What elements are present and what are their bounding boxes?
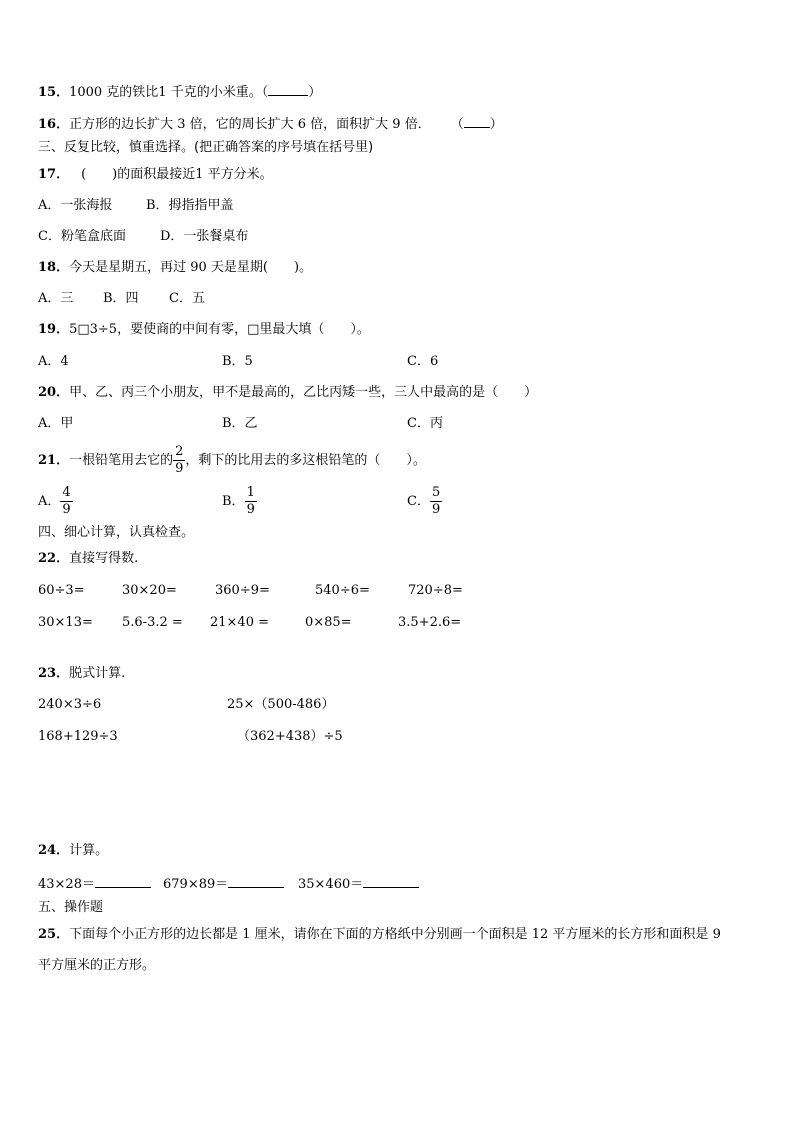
calc-item: 5.6-3.2 = (122, 615, 183, 630)
answer-blank[interactable] (363, 875, 419, 888)
calc-item: 360÷9= (215, 583, 270, 598)
calc-item: 43×28＝ (38, 875, 151, 893)
calc-item: 60÷3= (38, 583, 85, 598)
fraction: $\frac{1}{9}$ (246, 485, 255, 517)
question-text: 计算。 (69, 843, 109, 858)
question-number: 22． (38, 551, 70, 566)
answer-blank[interactable] (95, 875, 151, 888)
option-a[interactable]: A．4 (38, 354, 69, 369)
question-22 (38, 551, 138, 567)
question-17 (38, 167, 273, 183)
question-18 (38, 260, 312, 276)
calc-item: 30×13= (38, 615, 93, 630)
section-5-heading: 五、操作题 (38, 900, 104, 915)
calc-item: 679×89＝ (163, 875, 284, 893)
expression: 168+129÷3 (38, 729, 118, 744)
question-text: 正方形的边长扩大 3 倍，它的周长扩大 6 倍，面积扩大 9 倍． (69, 117, 431, 132)
fraction: $\frac{4}{9}$ (62, 485, 71, 517)
question-number: 25． (38, 927, 70, 942)
question-text: 脱式计算. (69, 666, 126, 681)
option-a[interactable]: A．一张海报 (38, 198, 113, 213)
question-15: 15．1000 克的铁比1 千克的小米重。（ ） (38, 85, 322, 100)
question-text: 甲、乙、丙三个小朋友，甲不是最高的，乙比丙矮一些，三人中最高的是（ ） (69, 385, 538, 400)
question-text: 今天是星期五，再过 90 天是星期( )。 (69, 260, 313, 275)
option-c[interactable]: C．五 (169, 291, 205, 306)
section-3-heading: 三、反复比较，慎重选择。(把正确答案的序号填在括号里) (38, 140, 374, 155)
question-number: 18． (38, 260, 70, 275)
option-b[interactable]: B．乙 (222, 416, 258, 431)
question-text: 5□3÷5，要使商的中间有零，□里最大填（ ）。 (69, 322, 370, 337)
question-number: 19． (38, 322, 70, 337)
calc-item: 30×20= (122, 583, 177, 598)
calc-item: 0×85= (305, 615, 352, 630)
option-a[interactable]: A．三 (38, 291, 74, 306)
option-b[interactable]: B． $\frac{1}{9}$ (222, 485, 255, 517)
option-a[interactable]: A． $\frac{4}{9}$ (38, 485, 71, 517)
question-number: 23． (38, 666, 70, 681)
question-number: 16． (38, 117, 70, 132)
answer-blank[interactable] (268, 83, 308, 96)
option-b[interactable]: B．5 (222, 354, 253, 369)
question-number: 15． (38, 85, 70, 100)
question-text: 一根铅笔用去它的 (69, 453, 174, 468)
option-c[interactable]: C．丙 (407, 416, 443, 431)
option-c[interactable]: C． $\frac{5}{9}$ (407, 485, 441, 517)
question-20 (38, 385, 537, 401)
option-d[interactable]: D．一张餐桌布 (160, 229, 249, 244)
calc-item: 35×460＝ (298, 875, 419, 893)
calc-item: 3.5+2.6= (398, 615, 462, 630)
question-text: 1000 克的铁比1 千克的小米重。（ (69, 85, 269, 100)
question-25 (38, 927, 721, 943)
question-text: 直接写得数. (69, 551, 139, 566)
option-c[interactable]: C．粉笔盒底面 (38, 229, 126, 244)
expression: （362+438）÷5 (237, 729, 343, 744)
calc-item: 720÷8= (408, 583, 463, 598)
answer-blank[interactable] (228, 875, 284, 888)
section-4-heading: 四、细心计算，认真检查。 (38, 525, 195, 540)
question-25-continued: 平方厘米的正方形。 (38, 958, 156, 973)
expression: 25×（500-486） (227, 697, 335, 712)
option-a[interactable]: A．甲 (38, 416, 74, 431)
question-23 (38, 666, 125, 682)
option-c[interactable]: C．6 (407, 354, 439, 369)
question-number: 20． (38, 385, 70, 400)
question-text: 下面每个小正方形的边长都是 1 厘米，请你在下面的方格纸中分别画一个面积是 12 平方厘米的长方形和面积是 9 (69, 927, 721, 942)
question-number: 17． (38, 167, 70, 182)
question-number: 21． (38, 453, 70, 468)
calc-item: 540÷6= (315, 583, 370, 598)
question-number: 24． (38, 843, 70, 858)
question-21 (38, 444, 426, 478)
answer-blank[interactable] (464, 115, 490, 128)
option-b[interactable]: B．四 (103, 291, 139, 306)
question-text: ，剩下的比用去的多这根铅笔的（ ）。 (185, 453, 426, 468)
question-24 (38, 843, 108, 859)
fraction: $\frac{5}{9}$ (431, 485, 441, 517)
question-19 (38, 322, 370, 338)
question-text: ( )的面积最接近1 平方分米。 (81, 167, 273, 182)
question-16: 16．正方形的边长扩大 3 倍，它的周长扩大 6 倍，面积扩大 9 倍． （ ） (38, 117, 503, 132)
calc-item: 21×40 = (210, 615, 270, 630)
fraction: $\frac{2}{9}$ (175, 444, 184, 476)
option-b[interactable]: B．拇指指甲盖 (146, 198, 234, 213)
expression: 240×3÷6 (38, 697, 102, 712)
